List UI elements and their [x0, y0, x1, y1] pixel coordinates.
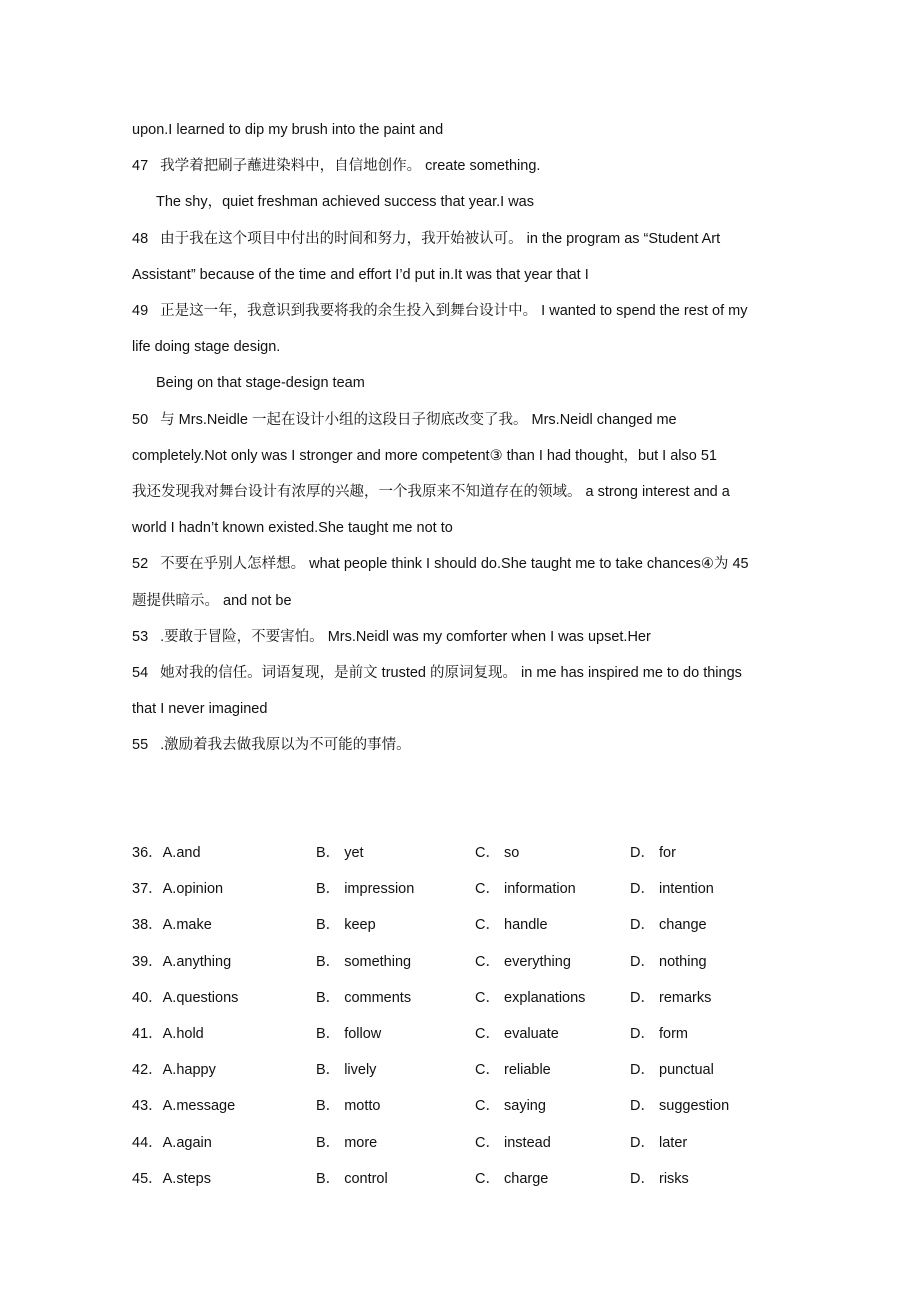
- option-b: B． yet: [316, 845, 364, 861]
- option-c: C． so: [475, 845, 520, 861]
- option-a: 40．A.questions: [132, 989, 239, 1006]
- option-b: B． comments: [316, 989, 412, 1006]
- option-d: D． suggestion: [630, 1098, 730, 1115]
- passage-line: [132, 735, 411, 755]
- question-number: 49: [132, 303, 149, 319]
- question-number: 48: [132, 230, 149, 247]
- option-d: D． intention: [630, 881, 714, 898]
- line-text: 由于我在这个项目中付出的时间和努力，我开始被认可。 in the program as “Student Art: [160, 230, 721, 247]
- option-c: C． reliable: [475, 1062, 551, 1079]
- passage-line: [132, 627, 651, 647]
- option-c: C． handle: [475, 917, 548, 934]
- passage-line: [132, 265, 589, 285]
- line-text: 我还发现我对舞台设计有浓厚的兴趣，一个我原来不知道存在的领域。 a strong interest and a: [132, 484, 730, 500]
- line-text: Being on that stage-design team: [156, 375, 365, 392]
- option-d: D． nothing: [630, 953, 707, 970]
- line-text: .要敢于冒险，不要害怕。 Mrs.Neidl was my comforter when I was upset.Her: [160, 628, 651, 645]
- option-c: C． charge: [475, 1170, 549, 1187]
- passage-line: [132, 663, 742, 683]
- line-text: 不要在乎别人怎样想。 what people think I should do.She taught me to take chances④为 45: [160, 556, 749, 573]
- option-c: C． instead: [475, 1134, 551, 1151]
- option-b: B． follow: [316, 1026, 382, 1042]
- line-text: 她对我的信任。词语复现，是前文 trusted 的原词复现。 in me has inspired me to do things: [160, 665, 742, 681]
- passage-line: [132, 591, 292, 611]
- option-c: C． saying: [475, 1098, 546, 1115]
- option-d: D． risks: [630, 1170, 689, 1187]
- option-a: 44．A.again: [132, 1134, 212, 1151]
- option-d: D． form: [630, 1026, 688, 1042]
- option-a: 39．A.anything: [132, 953, 232, 970]
- question-number: 50: [132, 411, 149, 428]
- option-b: B． control: [316, 1170, 388, 1187]
- option-b: B． lively: [316, 1062, 377, 1079]
- question-number: 54: [132, 665, 149, 681]
- passage-line: [132, 482, 730, 502]
- passage-line: [132, 229, 720, 249]
- line-text: .激励着我去做我原以为不可能的事情。: [160, 737, 411, 754]
- option-b: B． something: [316, 953, 412, 970]
- passage-line: [132, 301, 748, 321]
- option-c: C． information: [475, 881, 576, 898]
- option-d: D． later: [630, 1134, 688, 1151]
- passage-line: [132, 337, 280, 357]
- question-number: 47: [132, 158, 149, 175]
- question-number: 52: [132, 556, 149, 573]
- line-text: completely.Not only was I stronger and more competent③ than I had thought，but I also 51: [132, 447, 717, 464]
- question-number: 53: [132, 628, 149, 645]
- option-b: B． keep: [316, 917, 376, 934]
- passage-line: [132, 554, 749, 574]
- option-c: C． everything: [475, 953, 571, 970]
- option-d: D． remarks: [630, 989, 712, 1006]
- option-a: 36．A.and: [132, 845, 201, 861]
- line-text: 正是这一年，我意识到我要将我的余生投入到舞台设计中。 I wanted to spend the rest of my: [160, 303, 748, 319]
- option-a: 37．A.opinion: [132, 881, 224, 898]
- passage-line: [132, 410, 677, 430]
- passage-line: [132, 120, 443, 140]
- line-text: 与 Mrs.Neidle 一起在设计小组的这段日子彻底改变了我。 Mrs.Neidl changed me: [160, 411, 677, 428]
- option-c: C． evaluate: [475, 1026, 559, 1042]
- line-text: 我学着把刷子蘸进染料中，自信地创作。 create something.: [160, 158, 541, 175]
- line-text: The shy，quiet freshman achieved success that year.I was: [156, 194, 534, 211]
- line-text: Assistant” because of the time and effort I’d put in.It was that year that I: [132, 266, 589, 283]
- line-text: world I hadn’t known existed.She taught me not to: [132, 520, 453, 537]
- line-text: upon.I learned to dip my brush into the paint and: [132, 122, 444, 138]
- option-d: D． for: [630, 845, 676, 861]
- option-b: B． more: [316, 1134, 378, 1151]
- option-b: B． impression: [316, 881, 415, 898]
- passage-line: [132, 518, 453, 538]
- option-d: D． change: [630, 917, 707, 934]
- passage-line: [156, 192, 534, 212]
- question-number: 55: [132, 737, 149, 754]
- option-a: 45．A.steps: [132, 1170, 211, 1187]
- passage-line: [132, 446, 717, 466]
- passage-line: [132, 699, 267, 719]
- option-a: 43．A.message: [132, 1098, 236, 1115]
- line-text: 题提供暗示。 and not be: [132, 592, 292, 609]
- line-text: life doing stage design.: [132, 339, 281, 356]
- option-a: 38．A.make: [132, 917, 212, 934]
- option-b: B． motto: [316, 1098, 381, 1115]
- passage-line: [156, 373, 365, 393]
- option-d: D． punctual: [630, 1062, 714, 1079]
- option-a: 41．A.hold: [132, 1026, 204, 1042]
- option-a: 42．A.happy: [132, 1062, 216, 1079]
- line-text: that I never imagined: [132, 701, 268, 718]
- option-c: C． explanations: [475, 989, 586, 1006]
- passage-line: [132, 156, 540, 176]
